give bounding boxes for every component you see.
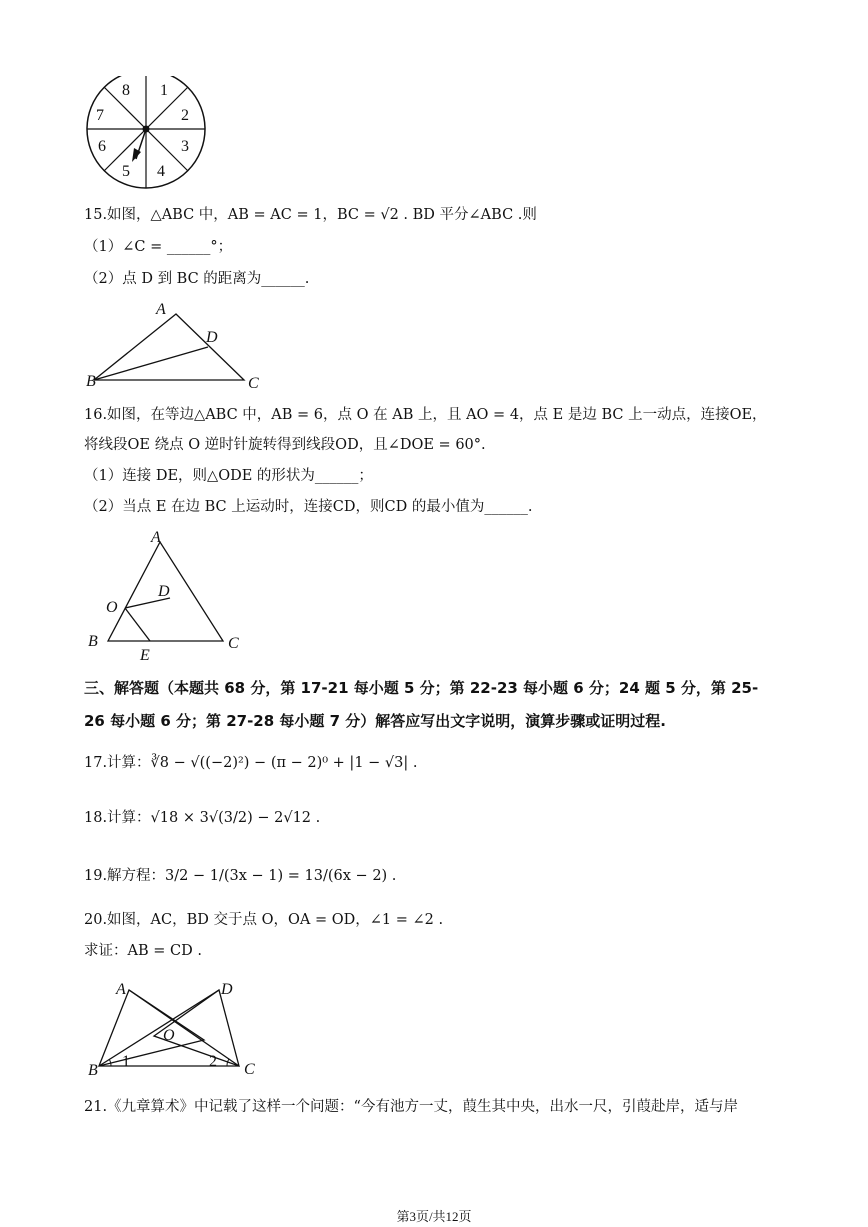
q20-label-c: C [244,1061,255,1078]
q16-part1: （1）连接 DE，则△ODE 的形状为______； [84,468,373,484]
q20-label-b: B [88,1062,98,1079]
q20-angle-1: 1 [122,1053,130,1070]
spinner-number-5: 5 [122,163,130,180]
q15-label-b: B [86,373,96,390]
q15-triangle-figure [84,298,274,392]
spinner-figure [84,76,210,194]
q18: 18.计算：√18 × 3√(3/2) − 2√12 . [84,810,321,826]
q15-label-c: C [248,375,259,392]
spinner-number-7: 7 [96,107,104,124]
q16-label-b: B [88,633,98,650]
q20-label-a: A [116,981,126,998]
q20-figure [84,978,274,1082]
q16-label-d: D [158,583,170,600]
q16-triangle-figure [84,528,254,664]
q16-label-c: C [228,635,239,652]
q16-label-a: A [151,529,161,546]
q20-label-o: O [163,1027,175,1044]
q17: 17.计算：∛8 − √((−2)²) − (π − 2)⁰ + |1 − √3| . [84,755,418,771]
spinner-number-8: 8 [122,82,130,99]
page-footer: 第3页/共12页 [396,1209,472,1224]
q20-label-d: D [221,981,233,998]
q16-label-o: O [106,599,118,616]
q16-stem-line2: 将线段OE 绕点 O 逆时针旋转得到线段OD，且∠DOE = 60°. [84,437,486,453]
q15-label-a: A [156,301,166,318]
spinner-number-1: 1 [160,82,168,99]
section3-heading-line1: 三、解答题（本题共 68 分，第 17-21 每小题 5 分；第 22-23 每小题 6 分；24 题 5 分，第 25- [84,679,759,697]
q16-part2: （2）当点 E 在边 BC 上运动时，连接CD，则CD 的最小值为______. [84,499,533,515]
q15-part2: （2）点 D 到 BC 的距离为______. [84,271,310,287]
spinner-number-4: 4 [157,163,165,180]
q15-part1: （1）∠C = ______°； [84,239,233,255]
q15-label-d: D [206,329,218,346]
spinner-number-3: 3 [181,138,189,155]
q20-angle-2: 2 [209,1053,217,1070]
q19: 19.解方程：3/2 − 1/(3x − 1) = 13/(6x − 2) . [84,868,397,884]
spinner-number-2: 2 [181,107,189,124]
spinner-number-6: 6 [98,138,106,155]
q15-stem: 15.如图，△ABC 中，AB = AC = 1，BC = √2 . BD 平分∠ABC .则 [84,207,537,223]
q21: 21.《九章算术》中记载了这样一个问题：“今有池方一丈，葭生其中央，出水一尺，引葭赴岸，适与岸 [84,1099,738,1115]
q20-prove: 求证：AB = CD . [84,943,202,959]
q16-stem-line1: 16.如图，在等边△ABC 中，AB = 6，点 O 在 AB 上，且 AO = 4，点 E 是边 BC 上一动点，连接OE， [84,407,767,423]
section3-heading-line2: 26 每小题 6 分；第 27-28 每小题 7 分）解答应写出文字说明，演算步骤或证明过程. [84,712,666,730]
q20-stem: 20.如图，AC，BD 交于点 O，OA = OD，∠1 = ∠2 . [84,912,444,928]
q16-label-e: E [140,647,150,664]
